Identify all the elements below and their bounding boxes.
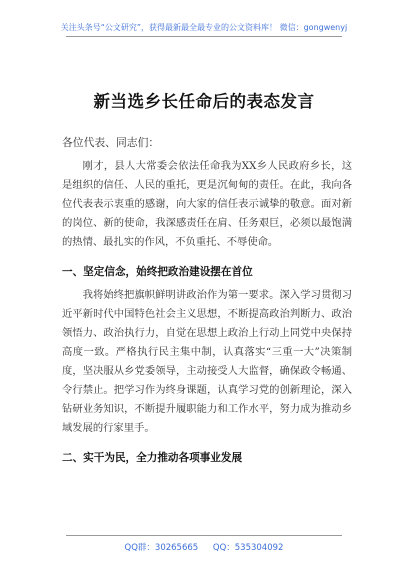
opening-paragraph: 刚才，县人大常委会依法任命我为XX乡人民政府乡长，这是组织的信任、人民的重托，更是沉甸甸的责任。在此，我向各位代表表示衷重的感谢，向大家的信任表示诚挚的敬意。面对新的岗位、新的使命，我深感责任在肩、任务艰巨，必须以最饱满的热情、最扎实的作风，不负重托、不辱使命。 <box>62 160 352 248</box>
footer-qq: QQ：535304092 <box>212 543 284 553</box>
document-body <box>62 133 352 472</box>
footer <box>0 541 408 553</box>
footer-qq-group: QQ群：30265665 <box>124 543 199 553</box>
document-title: 新当选乡长任命后的表态发言 <box>93 92 315 111</box>
section-heading-1: 一、坚定信念，始终把政治建设摆在首位 <box>62 266 253 278</box>
header-banner: 关注头条号“公文研究”，获得最新最全最专业的公文资料库！ 微信：gongwenyj <box>60 23 348 32</box>
section-heading-2: 二、实干为民，全力推动各项事业发展 <box>62 452 243 464</box>
section-1-paragraph: 我将始终把旗帜鲜明讲政治作为第一要求。深入学习贯彻习近平新时代中国特色社会主义思想，不断提高政治判断力、政治领悟力、政治执行力，自觉在思想上政治上行动上同党中央保持高度一致。严格执行民主集中制，认真落实“三重一大”决策制度，坚决服从乡党委领导，主动接受人大监督，确保政令畅通、令行禁止。把学习作为终身课题，认真学习党的创新理论，深入钻研业务知识，不断提升履职能力和工作水平，努力成为推动乡域发展的行家里手。 <box>62 289 352 434</box>
header-divider <box>66 36 342 37</box>
footer-divider <box>66 535 342 536</box>
salutation: 各位代表、同志们： <box>62 136 160 149</box>
